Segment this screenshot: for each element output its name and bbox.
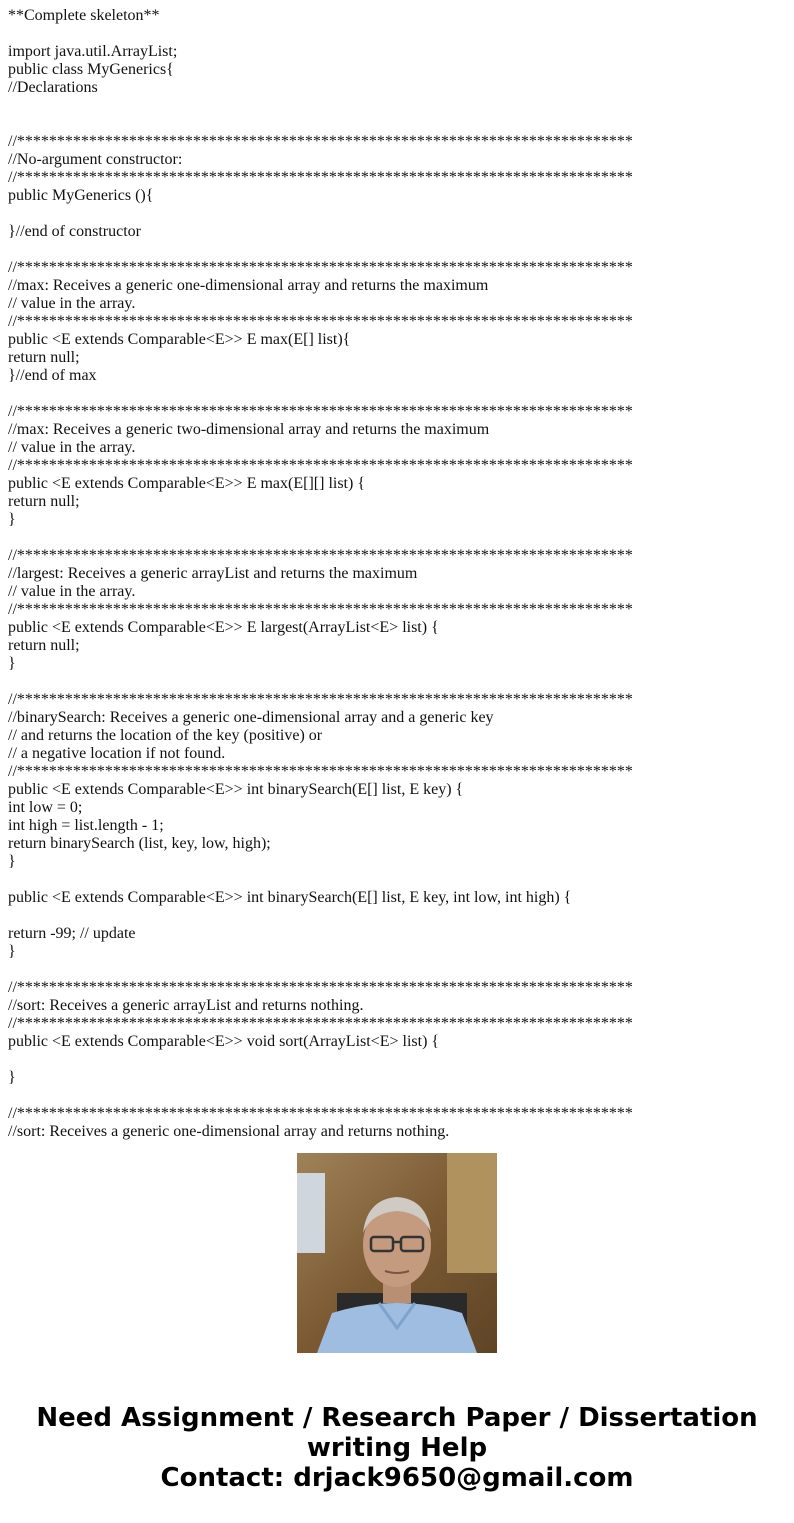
code-line: // value in the array. (8, 295, 136, 312)
code-line: //***************************************************************************** (8, 691, 633, 708)
banner-line-2: writing Help (306, 1433, 488, 1463)
code-line: //***************************************************************************** (8, 169, 633, 186)
code-line (8, 97, 786, 115)
code-line: //max: Receives a generic two-dimensional array and returns the maximum (8, 421, 490, 438)
code-line (8, 673, 786, 691)
code-line: public class MyGenerics{ (8, 61, 174, 78)
code-line: //***************************************************************************** (8, 313, 633, 330)
code-line (8, 907, 786, 925)
contact-banner (0, 1403, 794, 1493)
code-line: public <E extends Comparable<E>> int binarySearch(E[] list, E key) { (8, 781, 464, 798)
code-line: } (8, 511, 16, 528)
code-line: } (8, 1069, 16, 1086)
code-line: public <E extends Comparable<E>> int binarySearch(E[] list, E key, int low, int high) { (8, 889, 572, 906)
code-line: //***************************************************************************** (8, 1015, 633, 1032)
code-line: //Declarations (8, 79, 98, 96)
code-line: //***************************************************************************** (8, 547, 633, 564)
code-line: // value in the array. (8, 439, 136, 456)
code-line: //max: Receives a generic one-dimensional array and returns the maximum (8, 277, 489, 294)
code-line: //sort: Receives a generic one-dimensional array and returns nothing. (8, 1123, 450, 1140)
banner-line-3: Contact: drjack9650@gmail.com (160, 1463, 634, 1493)
code-line: } (8, 943, 16, 960)
code-line (8, 529, 786, 547)
code-line: import java.util.ArrayList; (8, 43, 178, 60)
code-line: //***************************************************************************** (8, 457, 633, 474)
code-line: int high = list.length - 1; (8, 817, 164, 834)
code-line: public <E extends Comparable<E>> E largest(ArrayList<E> list) { (8, 619, 439, 636)
code-line: //largest: Receives a generic arrayList and returns the maximum (8, 565, 418, 582)
code-line: }//end of max (8, 367, 97, 384)
code-line: return null; (8, 493, 80, 510)
code-line: } (8, 655, 16, 672)
code-line (8, 1087, 786, 1105)
code-line (8, 25, 786, 43)
code-line: //sort: Receives a generic arrayList and returns nothing. (8, 997, 364, 1014)
code-line: return -99; // update (8, 925, 136, 942)
code-line: //***************************************************************************** (8, 979, 633, 996)
code-line (8, 871, 786, 889)
portrait-image (297, 1153, 497, 1353)
code-line (8, 205, 786, 223)
code-line: public <E extends Comparable<E>> void sort(ArrayList<E> list) { (8, 1033, 440, 1050)
code-line: //No-argument constructor: (8, 151, 183, 168)
code-line (8, 961, 786, 979)
code-line: return null; (8, 349, 80, 366)
code-line (8, 385, 786, 403)
code-line (8, 241, 786, 259)
code-line (8, 115, 786, 133)
code-line: int low = 0; (8, 799, 83, 816)
code-line: } (8, 853, 16, 870)
code-line: //***************************************************************************** (8, 133, 633, 150)
code-line: //***************************************************************************** (8, 259, 633, 276)
code-line: **Complete skeleton** (8, 7, 160, 24)
banner-line-1: Need Assignment / Research Paper / Dissertation (36, 1403, 758, 1433)
code-line: //***************************************************************************** (8, 403, 633, 420)
code-line: public <E extends Comparable<E>> E max(E[][] list) { (8, 475, 366, 492)
code-line: public MyGenerics (){ (8, 187, 154, 204)
code-line: //***************************************************************************** (8, 1105, 633, 1122)
code-line: // value in the array. (8, 583, 136, 600)
author-photo (297, 1153, 497, 1353)
code-line: //***************************************************************************** (8, 601, 633, 618)
code-line: return null; (8, 637, 80, 654)
code-line: //***************************************************************************** (8, 763, 633, 780)
code-line: // and returns the location of the key (positive) or (8, 727, 323, 744)
code-line: // a negative location if not found. (8, 745, 226, 762)
code-line: public <E extends Comparable<E>> E max(E[] list){ (8, 331, 351, 348)
code-line: }//end of constructor (8, 223, 141, 240)
code-line: //binarySearch: Receives a generic one-dimensional array and a generic key (8, 709, 494, 726)
code-line (8, 1051, 786, 1069)
code-line: return binarySearch (list, key, low, high); (8, 835, 271, 852)
